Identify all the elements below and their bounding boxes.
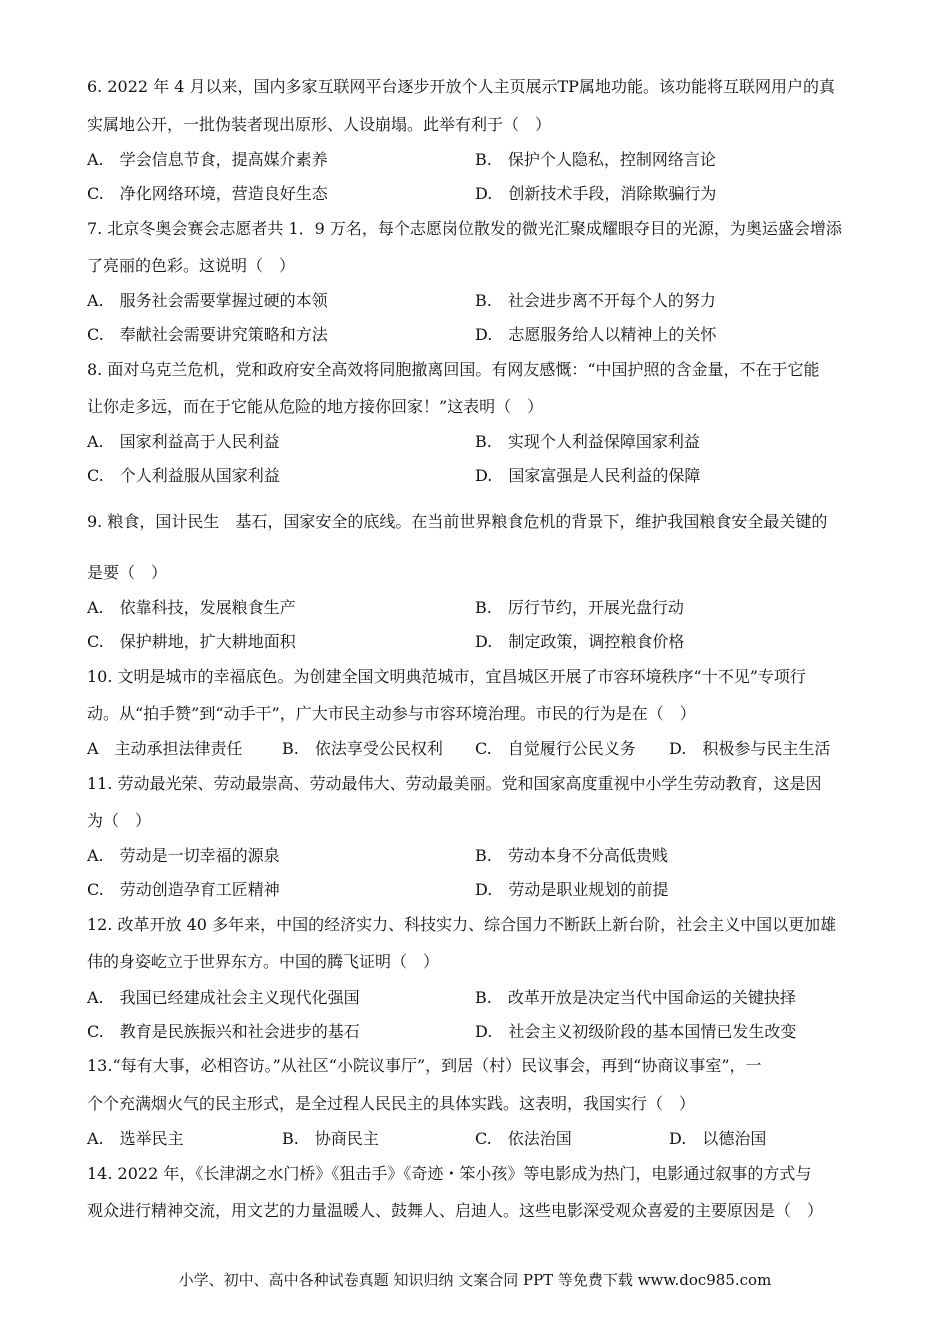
question-8-option-c: C. 个人利益服从国家利益 xyxy=(87,466,280,485)
question-13-stem-cont: 个个充满烟火气的民主形式，是全过程人民民主的具体实践。这表明，我国实行（ ） xyxy=(87,1094,696,1113)
question-9-option-d: D. 制定政策，调控粮食价格 xyxy=(475,632,685,651)
question-6-option-b: B. 保护个人隐私，控制网络言论 xyxy=(475,150,716,169)
question-10-option-c: C. 自觉履行公民义务 xyxy=(475,739,636,758)
question-7-option-a: A. 服务社会需要掌握过硬的本领 xyxy=(87,291,328,310)
question-11-option-b: B. 劳动本身不分高低贵贱 xyxy=(475,846,668,865)
question-11-stem-cont: 为（ ） xyxy=(87,811,152,830)
question-8-stem: 8. 面对乌克兰危机，党和政府安全高效将同胞撤离回国。有网友感慨：“中国护照的含金量，不在于它能 xyxy=(87,360,820,379)
question-11-stem: 11. 劳动最光荣、劳动最崇高、劳动最伟大、劳动最美丽。党和国家高度重视中小学生劳动教育，这是因 xyxy=(87,774,822,793)
question-12-option-a: A. 我国已经建成社会主义现代化强国 xyxy=(87,988,360,1007)
question-11-option-a: A. 劳动是一切幸福的源泉 xyxy=(87,846,280,865)
question-10-stem-cont: 动。从“拍手赞”到“动手干”，广大市民主动参与市容环境治理。市民的行为是在（ ） xyxy=(87,704,696,723)
question-8-stem-cont: 让你走多远，而在于它能从危险的地方接你回家！”这表明（ ） xyxy=(87,397,544,416)
question-6-stem: 6. 2022 年 4 月以来，国内多家互联网平台逐步开放个人主页展示TP属地功能。该功能将互联网用户的真 xyxy=(87,77,835,96)
question-12-option-b: B. 改革开放是决定当代中国命运的关键抉择 xyxy=(475,988,796,1007)
question-13-option-c: C. 依法治国 xyxy=(475,1129,572,1148)
question-7-stem: 7. 北京冬奥会赛会志愿者共 1．9 万名，每个志愿岗位散发的微光汇聚成耀眼夺目的光源，为奥运盛会增添 xyxy=(87,219,842,238)
question-6-option-a: A. 学会信息节食，提高媒介素养 xyxy=(87,150,328,169)
page-footer: 小学、初中、高中各种试卷真题 知识归纳 文案合同 PPT 等免费下载 www.doc985.com xyxy=(178,1271,772,1289)
question-9-option-a: A. 依靠科技，发展粮食生产 xyxy=(87,598,296,617)
question-10-option-b: B. 依法享受公民权利 xyxy=(282,739,443,758)
question-7-option-d: D. 志愿服务给人以精神上的关怀 xyxy=(475,325,717,344)
question-6-stem-cont: 实属地公开，一批伪装者现出原形、人设崩塌。此举有利于（ ） xyxy=(87,115,552,134)
question-12-stem: 12. 改革开放 40 多年来，中国的经济实力、科技实力、综合国力不断跃上新台阶，社会主义中国以更加雄 xyxy=(87,915,837,934)
question-13-stem: 13.“每有大事，必相咨访。”从社区“小院议事厅”，到居（村）民议事会，再到“协商议事室”，一 xyxy=(87,1056,762,1075)
question-12-stem-cont: 伟的身姿屹立于世界东方。中国的腾飞证明（ ） xyxy=(87,952,440,971)
question-6-option-d: D. 创新技术手段，消除欺骗行为 xyxy=(475,184,717,203)
question-8-option-b: B. 实现个人利益保障国家利益 xyxy=(475,432,700,451)
question-14-stem: 14. 2022 年，《长津湖之水门桥》《狙击手》《奇迹・笨小孩》等电影成为热门，电影通过叙事的方式与 xyxy=(87,1164,812,1183)
question-10-stem: 10. 文明是城市的幸福底色。为创建全国文明典范城市，宜昌城区开展了市容环境秩序“十不见”专项行 xyxy=(87,667,806,686)
question-10-option-a: A 主动承担法律责任 xyxy=(87,739,243,758)
question-11-option-c: C. 劳动创造孕育工匠精神 xyxy=(87,880,280,899)
question-13-option-a: A. 选举民主 xyxy=(87,1129,184,1148)
question-7-option-c: C. 奉献社会需要讲究策略和方法 xyxy=(87,325,328,344)
question-7-stem-cont: 了亮丽的色彩。这说明（ ） xyxy=(87,256,296,275)
question-13-option-b: B. 协商民主 xyxy=(282,1129,379,1148)
question-8-option-a: A. 国家利益高于人民利益 xyxy=(87,432,280,451)
question-12-option-d: D. 社会主义初级阶段的基本国情已发生改变 xyxy=(475,1022,797,1041)
question-7-option-b: B. 社会进步离不开每个人的努力 xyxy=(475,291,716,310)
question-11-option-d: D. 劳动是职业规划的前提 xyxy=(475,880,669,899)
question-14-stem-cont: 观众进行精神交流，用文艺的力量温暖人、鼓舞人、启迪人。这些电影深受观众喜爱的主要原因是（ ） xyxy=(87,1201,824,1220)
question-9-option-b: B. 厉行节约，开展光盘行动 xyxy=(475,598,684,617)
question-12-option-c: C. 教育是民族振兴和社会进步的基石 xyxy=(87,1022,360,1041)
question-9-stem: 9. 粮食，国计民生 基石，国家安全的底线。在当前世界粮食危机的背景下，维护我国粮食安全最关键的 xyxy=(87,512,828,531)
question-9-option-c: C. 保护耕地，扩大耕地面积 xyxy=(87,632,296,651)
question-9-stem-cont: 是要（ ） xyxy=(87,563,168,582)
question-10-option-d: D. 积极参与民主生活 xyxy=(669,739,831,758)
question-6-option-c: C. 净化网络环境，营造良好生态 xyxy=(87,184,328,203)
question-8-option-d: D. 国家富强是人民利益的保障 xyxy=(475,466,701,485)
question-13-option-d: D. 以德治国 xyxy=(669,1129,767,1148)
